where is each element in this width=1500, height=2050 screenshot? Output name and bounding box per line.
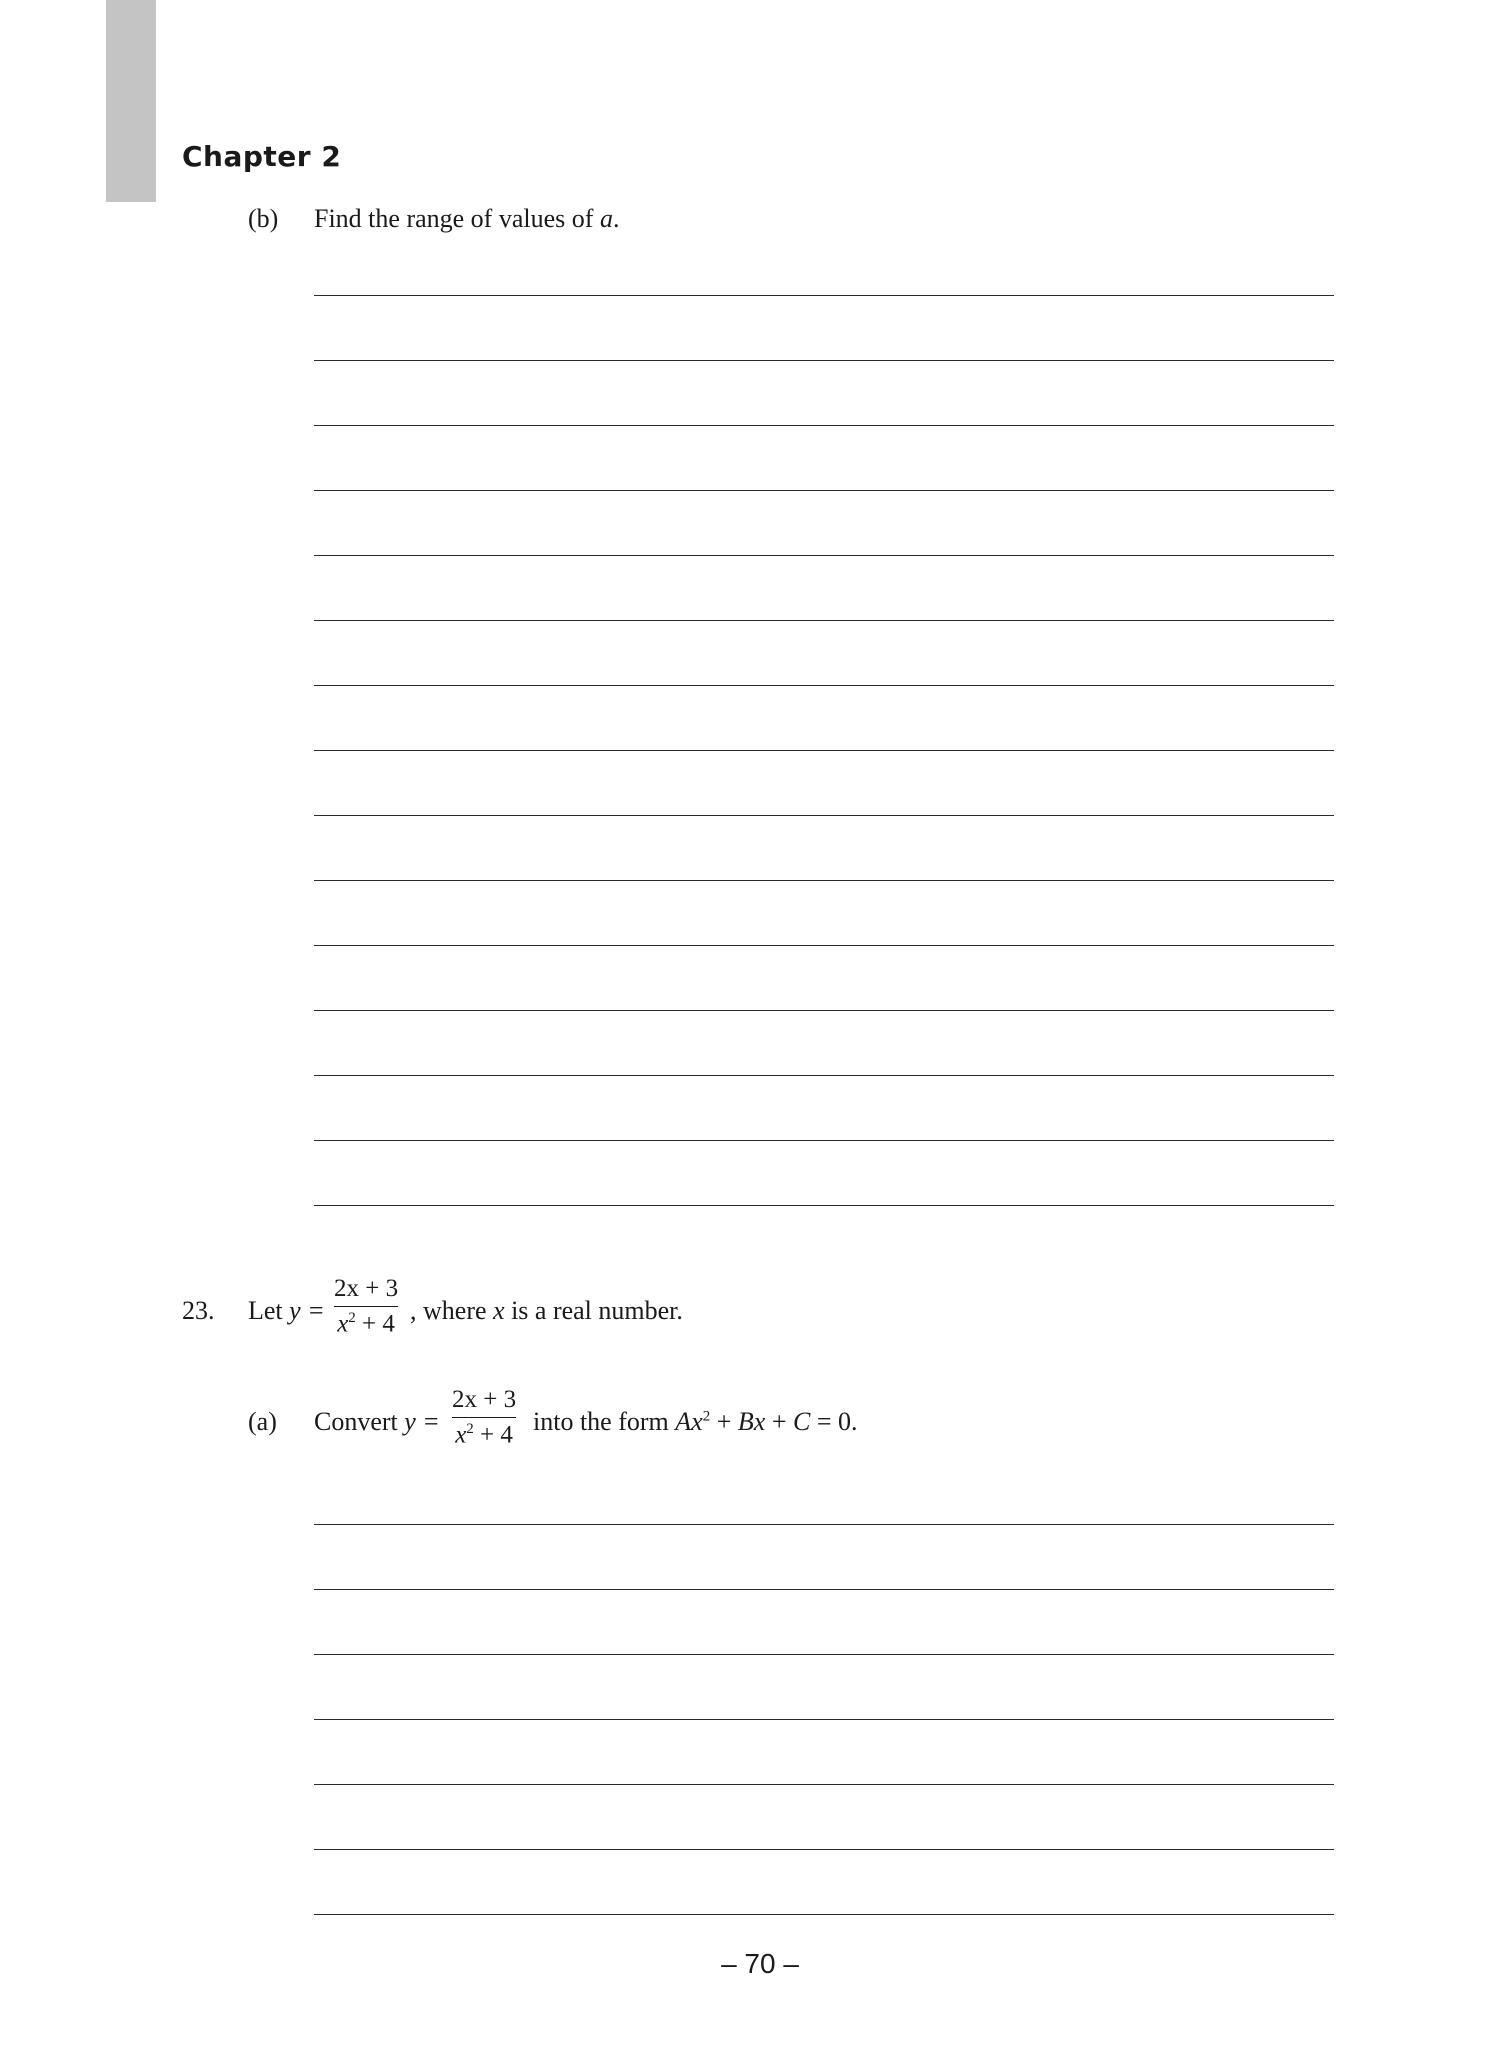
answer-line[interactable]	[314, 1010, 1334, 1011]
question-let-y: Let y =	[248, 1296, 325, 1325]
chapter-heading: Chapter 2	[182, 140, 342, 173]
answer-line[interactable]	[314, 1784, 1334, 1785]
answer-line[interactable]	[314, 945, 1334, 946]
fraction-y-part-a	[452, 1386, 516, 1449]
answer-line[interactable]	[314, 880, 1334, 881]
answer-line[interactable]	[314, 425, 1334, 426]
part-a-label: (a)	[248, 1407, 277, 1436]
answer-line[interactable]	[314, 1140, 1334, 1141]
answer-line[interactable]	[314, 815, 1334, 816]
answer-line[interactable]	[314, 1589, 1334, 1590]
question-condition: , where x is a real number.	[410, 1296, 683, 1325]
answer-line[interactable]	[314, 1719, 1334, 1720]
fraction-denominator: $x^2 + 4$	[455, 1421, 513, 1449]
fraction-y	[334, 1275, 398, 1338]
answer-line[interactable]	[314, 1205, 1334, 1206]
answer-line[interactable]	[314, 360, 1334, 361]
fraction-numerator: 2x + 3	[334, 1275, 399, 1302]
answer-line[interactable]	[314, 1914, 1334, 1915]
answer-line[interactable]	[314, 1075, 1334, 1076]
answer-line[interactable]	[314, 1849, 1334, 1850]
answer-line[interactable]	[314, 620, 1334, 621]
page-number: – 70 –	[721, 1948, 799, 1979]
part-b-text: Find the range of values of a.	[314, 204, 620, 233]
answer-line[interactable]	[314, 490, 1334, 491]
answer-line[interactable]	[314, 750, 1334, 751]
answer-line[interactable]	[314, 685, 1334, 686]
fraction-bar	[334, 1306, 398, 1307]
answer-line[interactable]	[314, 555, 1334, 556]
fraction-bar	[452, 1417, 516, 1418]
answer-line[interactable]	[314, 295, 1334, 296]
part-a-convert: Convert y =	[314, 1407, 440, 1436]
chapter-tab-marker	[106, 0, 156, 202]
question-number: 23.	[182, 1296, 215, 1325]
fraction-numerator: 2x + 3	[452, 1386, 517, 1413]
fraction-denominator: $x^2 + 4$	[337, 1310, 395, 1338]
answer-line[interactable]	[314, 1524, 1334, 1525]
part-b-label: (b)	[248, 204, 279, 233]
answer-line[interactable]	[314, 1654, 1334, 1655]
part-a-target-form: into the form $Ax^2 + Bx + C = 0$.	[533, 1407, 858, 1436]
